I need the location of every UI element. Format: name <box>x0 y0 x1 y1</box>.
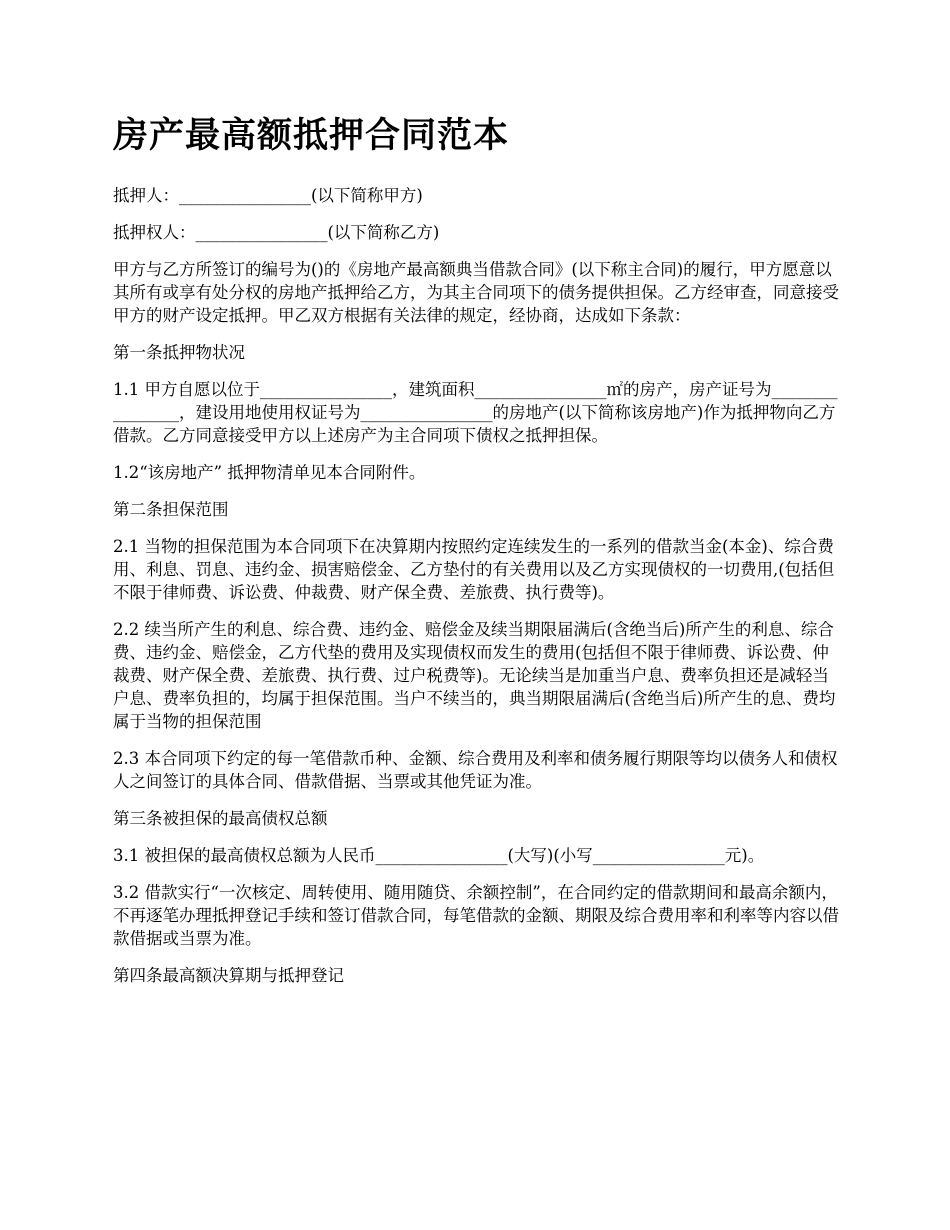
document-title: 房产最高额抵押合同范本 <box>113 115 510 156</box>
clause-1-2: 1.2“该房地产” 抵押物清单见本合同附件。 <box>113 463 426 482</box>
mortgagor-line: 抵押人：________________(以下简称甲方) <box>113 186 423 205</box>
article-4-heading: 第四条最高额决算期与抵押登记 <box>113 966 344 985</box>
clause-3-1: 3.1 被担保的最高债权总额为人民币________________(大写)(小写________________元)。 <box>113 846 765 865</box>
clause-2-1: 2.1 当物的担保范围为本合同项下在决算期内按照约定连续发生的一系列的借款当金(本金)、综合费用、利息、罚息、违约金、损害赔偿金、乙方垫付的有关费用以及乙方实现债权的一切费用,(包括但不限于律师费、诉讼费、仲裁费、财产保全费、差旅费、执行费等)。 <box>113 537 835 602</box>
clause-3-2: 3.2 借款实行“一次核定、周转使用、随用随贷、余额控制”，在合同约定的借款期间和最高余额内，不再逐笔办理抵押登记手续和签订借款合同，每笔借款的金额、期限及综合费用率和利率等内容以借款借据或当票为准。 <box>113 883 839 948</box>
clause-2-3: 2.3 本合同项下约定的每一笔借款币种、金额、综合费用及利率和债务履行期限等均以债务人和债权人之间签订的具体合同、借款借据、当票或其他凭证为准。 <box>113 749 838 791</box>
document-page <box>113 112 843 1001</box>
clause-2-2: 2.2 续当所产生的利息、综合费、违约金、赔偿金及续当期限届满后(含绝当后)所产生的利息、综合费、违约金、赔偿金，乙方代垫的费用及实现债权而发生的费用(包括但不限于律师费、诉讼费、仲裁费、财产保全费、差旅费、执行费、过户税费等)。无论续当是加重当户息、费率负担还是减轻当户息、费率负担的，均属于担保范围。当户不续当的，典当期限届满后(含绝当后)所产生的息、费均属于当物的担保范围 <box>113 620 836 731</box>
article-1-heading: 第一条抵押物状况 <box>113 343 245 362</box>
preamble-paragraph: 甲方与乙方所签订的编号为()的《房地产最高额典当借款合同》(以下称主合同)的履行，甲方愿意以其所有或享有处分权的房地产抵押给乙方，为其主合同项下的债务提供担保。乙方经审查，同意接受甲方的财产设定抵押。甲乙双方根据有关法律的规定，经协商，达成如下条款： <box>113 260 839 325</box>
mortgagee-line: 抵押权人：________________(以下简称乙方) <box>113 223 440 242</box>
article-2-heading: 第二条担保范围 <box>113 500 229 519</box>
clause-1-1: 1.1 甲方自愿以位于________________，建筑面积________________㎡的房产，房产证号为________________，建设用地使用权证号为________________的房地产(以下简称该房地产)作为抵押物向乙方借款。乙方同意接受甲方以上述房产为主合同项下债权之抵押担保。 <box>113 380 838 445</box>
article-3-heading: 第三条被担保的最高债权总额 <box>113 809 328 828</box>
